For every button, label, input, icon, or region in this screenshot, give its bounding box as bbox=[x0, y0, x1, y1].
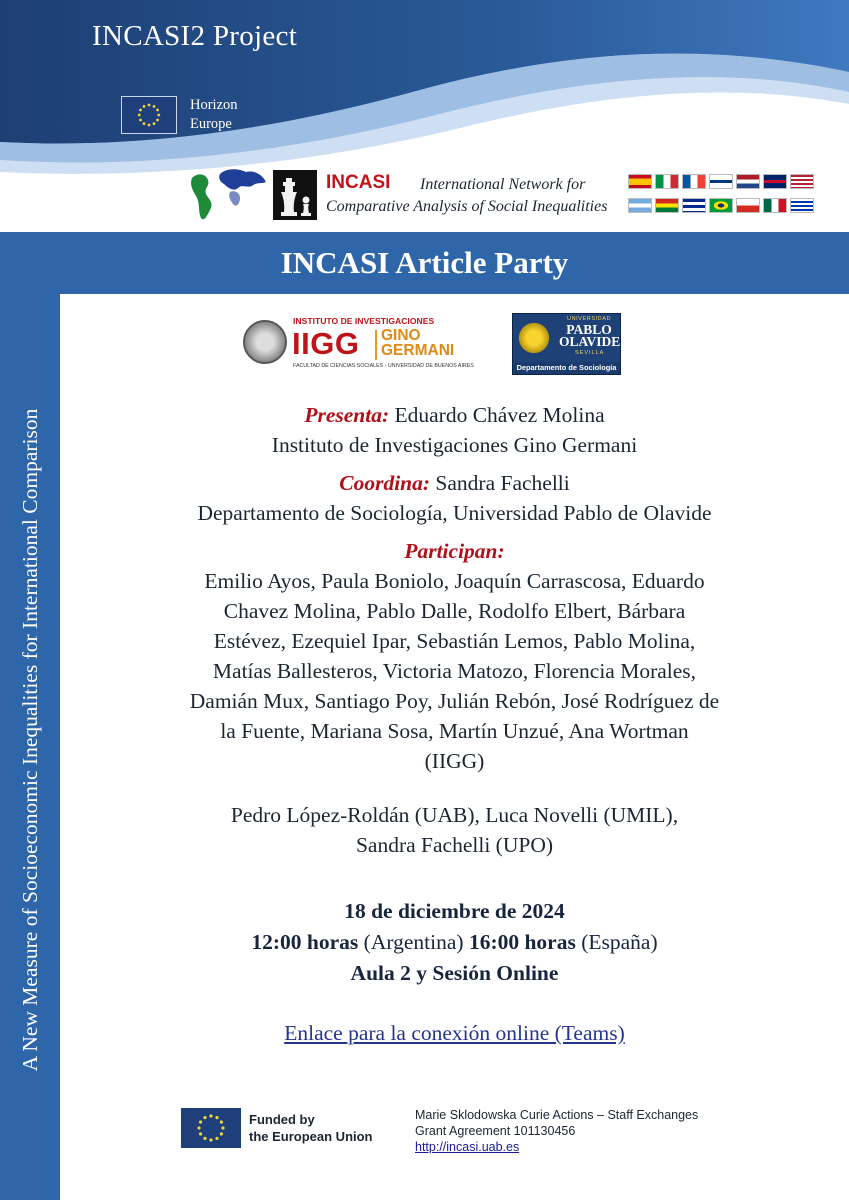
country-argentina: (Argentina) bbox=[363, 930, 464, 954]
external-participants-line: Sandra Fachelli (UPO) bbox=[355, 833, 554, 857]
funded-line-2: the European Union bbox=[249, 1129, 373, 1144]
uruguay-flag-icon bbox=[790, 198, 814, 213]
chile-flag-icon bbox=[736, 198, 760, 213]
flag-row-europe bbox=[628, 174, 822, 189]
title-band bbox=[60, 232, 849, 294]
event-details bbox=[60, 896, 849, 989]
finland-flag-icon bbox=[709, 174, 733, 189]
iigg-logo bbox=[243, 316, 474, 374]
participan-label: Participan: bbox=[404, 539, 505, 563]
uk-flag-icon bbox=[763, 174, 787, 189]
coordina-label: Coordina: bbox=[339, 471, 431, 495]
external-participants-line: Pedro López-Roldán (UAB), Luca Novelli (UMIL), bbox=[230, 803, 679, 827]
iigg-logo-separator bbox=[375, 330, 377, 360]
coordina-block bbox=[60, 468, 849, 528]
argentina-flag-icon bbox=[628, 198, 652, 213]
cuba-flag-icon bbox=[682, 198, 706, 213]
upo-name bbox=[559, 324, 619, 348]
upo-univ-label: UNIVERSIDAD bbox=[567, 316, 612, 322]
upo-name-2: OLAVIDE bbox=[559, 334, 621, 349]
event-location: Aula 2 y Sesión Online bbox=[350, 961, 559, 985]
presenta-block bbox=[60, 400, 849, 460]
project-title: INCASI2 Project bbox=[92, 20, 298, 52]
header-banner bbox=[0, 0, 849, 232]
participants-list bbox=[150, 566, 760, 776]
external-participants bbox=[60, 800, 849, 860]
grant-agreement: Grant Agreement 101130456 bbox=[415, 1124, 576, 1138]
incasi-desc-line-2: Comparative Analysis of Social Inequalities bbox=[326, 198, 608, 215]
sidebar-vertical-text: A New Measure of Socioeconomic Inequalities for International Comparison bbox=[18, 408, 42, 1072]
funded-by-eu bbox=[249, 1111, 373, 1145]
upo-city: SEVILLA bbox=[575, 350, 605, 356]
incasi-name: INCASI bbox=[326, 172, 391, 193]
usa-flag-icon bbox=[790, 174, 814, 189]
italy-flag-icon bbox=[655, 174, 679, 189]
presenta-label: Presenta: bbox=[304, 403, 390, 427]
participants-line: (IIGG) bbox=[424, 749, 485, 773]
time-argentina: 12:00 horas bbox=[251, 930, 359, 954]
country-flags bbox=[628, 174, 822, 222]
horizon-line-2: Europe bbox=[190, 116, 232, 132]
iigg-germani: GERMANI bbox=[381, 342, 455, 359]
upo-name-1: PABLO bbox=[566, 322, 612, 337]
event-date: 18 de diciembre de 2024 bbox=[344, 899, 565, 923]
coordina-line bbox=[60, 468, 849, 498]
mexico-flag-icon bbox=[763, 198, 787, 213]
eu-flag-icon bbox=[121, 96, 177, 134]
incasi-logo-row bbox=[0, 162, 849, 228]
france-flag-icon bbox=[682, 174, 706, 189]
participants-line: la Fuente, Mariana Sosa, Martín Unzué, Ana Wortman bbox=[220, 719, 689, 743]
participan-block bbox=[60, 536, 849, 860]
eu-flag-footer-icon bbox=[181, 1108, 241, 1148]
presenta-line bbox=[60, 400, 849, 430]
flag-row-america bbox=[628, 198, 822, 213]
country-spain: (España) bbox=[581, 930, 658, 954]
event-time bbox=[60, 927, 849, 958]
footer-info bbox=[415, 1107, 698, 1155]
brazil-flag-icon bbox=[709, 198, 733, 213]
iigg-logo-top: INSTITUTO DE INVESTIGACIONES bbox=[293, 316, 435, 326]
teams-link[interactable]: Enlace para la conexión online (Teams) bbox=[284, 1021, 625, 1045]
iigg-logo-acronym: IIGG bbox=[292, 326, 360, 361]
msca-label: Marie Sklodowska Curie Actions – Staff Exchanges bbox=[415, 1108, 699, 1122]
upo-logo-panel bbox=[513, 314, 620, 362]
participants-line: Chavez Molina, Pablo Dalle, Rodolfo Elbert, Bárbara bbox=[223, 599, 686, 623]
participants-line: Matías Ballesteros, Victoria Matozo, Florencia Morales, bbox=[212, 659, 697, 683]
page-title: INCASI Article Party bbox=[280, 245, 569, 280]
presenta-institution: Instituto de Investigaciones Gino Germani bbox=[271, 433, 638, 457]
coordina-institution: Departamento de Sociología, Universidad Pablo de Olavide bbox=[197, 501, 712, 525]
website-link[interactable]: http://incasi.uab.es bbox=[415, 1140, 520, 1154]
coordina-name: Sandra Fachelli bbox=[435, 471, 570, 495]
horizon-europe-label bbox=[190, 96, 238, 134]
time-spain: 16:00 horas bbox=[468, 930, 576, 954]
funded-line-1: Funded by bbox=[249, 1112, 315, 1127]
netherlands-flag-icon bbox=[736, 174, 760, 189]
upo-department: Departamento de Sociología bbox=[516, 363, 617, 372]
horizon-line-1: Horizon bbox=[190, 97, 238, 113]
participants-line: Estévez, Ezequiel Ipar, Sebastián Lemos, Pablo Molina, bbox=[213, 629, 696, 653]
main-content bbox=[60, 400, 849, 868]
iigg-gino: GINO bbox=[381, 327, 421, 344]
participants-line: Damián Mux, Santiago Poy, Julián Rebón, José Rodríguez de bbox=[189, 689, 720, 713]
participants-line: Emilio Ayos, Paula Boniolo, Joaquín Carrascosa, Eduardo bbox=[204, 569, 705, 593]
spain-flag-icon bbox=[628, 174, 652, 189]
iigg-seal-icon bbox=[243, 320, 287, 364]
incasi-desc-line-1: International Network for bbox=[420, 176, 586, 193]
presenta-name: Eduardo Chávez Molina bbox=[394, 403, 605, 427]
chess-pieces-icon bbox=[273, 170, 317, 220]
upo-sun-icon bbox=[517, 320, 551, 356]
bolivia-flag-icon bbox=[655, 198, 679, 213]
iigg-logo-name bbox=[381, 328, 454, 358]
upo-logo bbox=[512, 313, 621, 375]
iigg-logo-footer: FACULTAD DE CIENCIAS SOCIALES - UNIVERSIDAD DE BUENOS AIRES bbox=[293, 363, 474, 369]
world-map-icon bbox=[190, 166, 270, 224]
